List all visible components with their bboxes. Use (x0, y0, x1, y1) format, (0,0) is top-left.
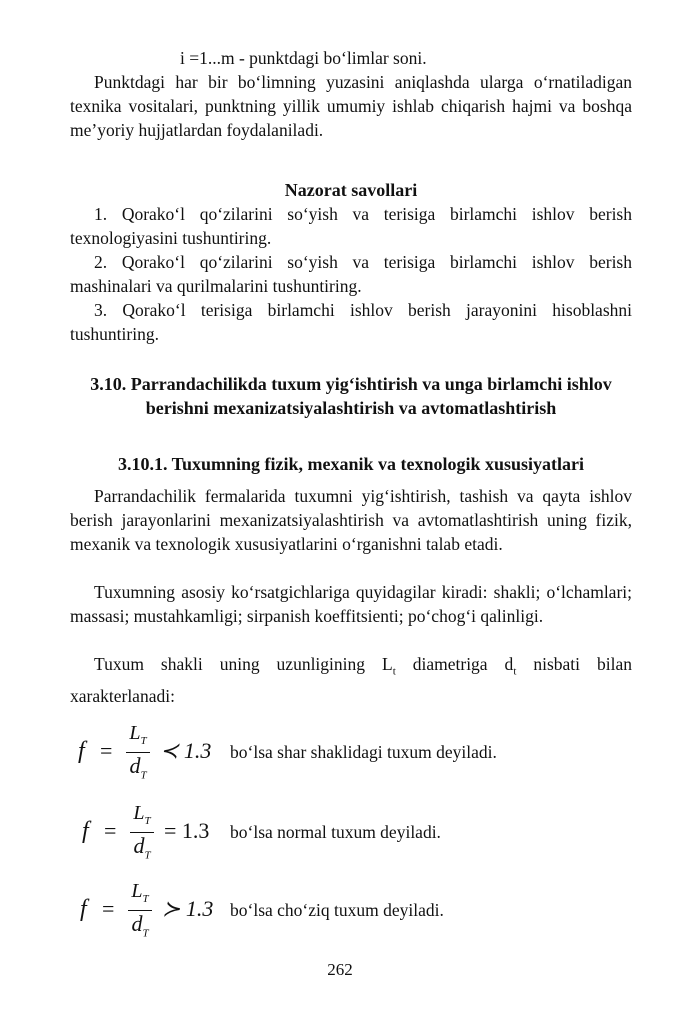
question-2: 2. Qorako‘l qo‘zilarini so‘yish va terisiga birlamchi ishlov berish mashinalari va qurilmalarini tushuntiring. (70, 252, 632, 296)
fraction-denominator: d (131, 911, 143, 936)
formula-elongated (72, 878, 632, 948)
paragraph-intro: Parrandachilik fermalarida tuxumni yig‘ishtirish, tashish va qayta ishlov berish jarayonlarini mexanizatsiyalashtirish va avtomatlashtirish uning fizik, mexanik va texnologik xususiyatlarini o‘rganishni talab etadi. (70, 486, 632, 554)
line-index: i =1...m - punktdagi bo‘limlar soni. (180, 48, 427, 68)
formula-fraction (126, 880, 154, 946)
denominator-sub: T (142, 927, 149, 940)
formula-equals: = (102, 896, 115, 921)
formula-normal (72, 800, 632, 870)
subsection-title: 3.10.1. Tuxumning fizik, mexanik va texnologik xususiyatlari (117, 454, 585, 474)
page-number: 262 (327, 960, 353, 979)
fraction-denominator: d (129, 753, 141, 778)
fraction-numerator: L (131, 880, 143, 902)
formula-relation: ≺ 1.3 (160, 738, 212, 763)
fraction-numerator: L (129, 722, 141, 744)
shape-text-1: Tuxum shakli uning uzunligining L (94, 654, 393, 674)
formula-lhs: f (82, 818, 89, 844)
formula-spherical (72, 720, 632, 790)
shape-sub-2: t (513, 665, 517, 678)
paragraph-index-definition (70, 46, 632, 70)
numerator-sub: T (144, 815, 151, 827)
shape-text-2: diametriga d (395, 654, 514, 674)
formula-equals: = (100, 738, 113, 763)
formula-fraction (124, 722, 152, 788)
paragraph-shape (70, 652, 632, 708)
question-1: 1. Qorako‘l qo‘zilarini so‘yish va terisiga birlamchi ishlov berish texnologiyasini tushuntiring. (70, 204, 632, 248)
section-title: 3.10. Parrandachilikda tuxum yig‘ishtirish va unga birlamchi ishlov berishni mexanizatsiyalashtirish va avtomatlashtirish (90, 374, 612, 418)
question-3: 3. Qorako‘l terisiga birlamchi ishlov berish jarayonini hisoblashni tushuntiring. (70, 300, 632, 344)
formula-lhs: f (80, 896, 87, 922)
shape-sub-1: t (392, 665, 396, 678)
formula-equals: = (104, 818, 117, 843)
numerator-sub: T (142, 893, 149, 905)
shape-text-3: nisbati bilan xarakterlanadi: (70, 654, 632, 706)
formula-fraction (128, 802, 156, 868)
formula-lhs: f (78, 738, 85, 764)
control-questions-title: Nazorat savollari (284, 180, 418, 200)
denominator-sub: T (144, 849, 151, 862)
paragraph-punkt: Punktdagi har bir bo‘limning yuzasini aniqlashda ularga o‘rnatiladigan texnika vositalari, punktning yillik umumiy ishlab chiqarish hajmi va boshqa me’yoriy hujjatlardan foydalaniladi. (70, 72, 632, 140)
paragraph-indicators: Tuxumning asosiy ko‘rsatgichlariga quyidagilar kiradi: shakli; o‘lchamlari; massasi; mustahkamligi; sirpanish koeffitsienti; po‘chog‘i qalinligi. (70, 582, 632, 626)
formula-description: bo‘lsa cho‘ziq tuxum deyiladi. (230, 900, 444, 920)
denominator-sub: T (140, 769, 147, 782)
fraction-numerator: L (133, 802, 145, 824)
numerator-sub: T (140, 735, 147, 747)
fraction-denominator: d (133, 833, 145, 858)
formula-relation: ≻ 1.3 (162, 896, 214, 921)
formula-description: bo‘lsa normal tuxum deyiladi. (230, 822, 441, 842)
formula-description: bo‘lsa shar shaklidagi tuxum deyiladi. (230, 742, 497, 762)
formula-relation: = 1.3 (164, 818, 210, 843)
